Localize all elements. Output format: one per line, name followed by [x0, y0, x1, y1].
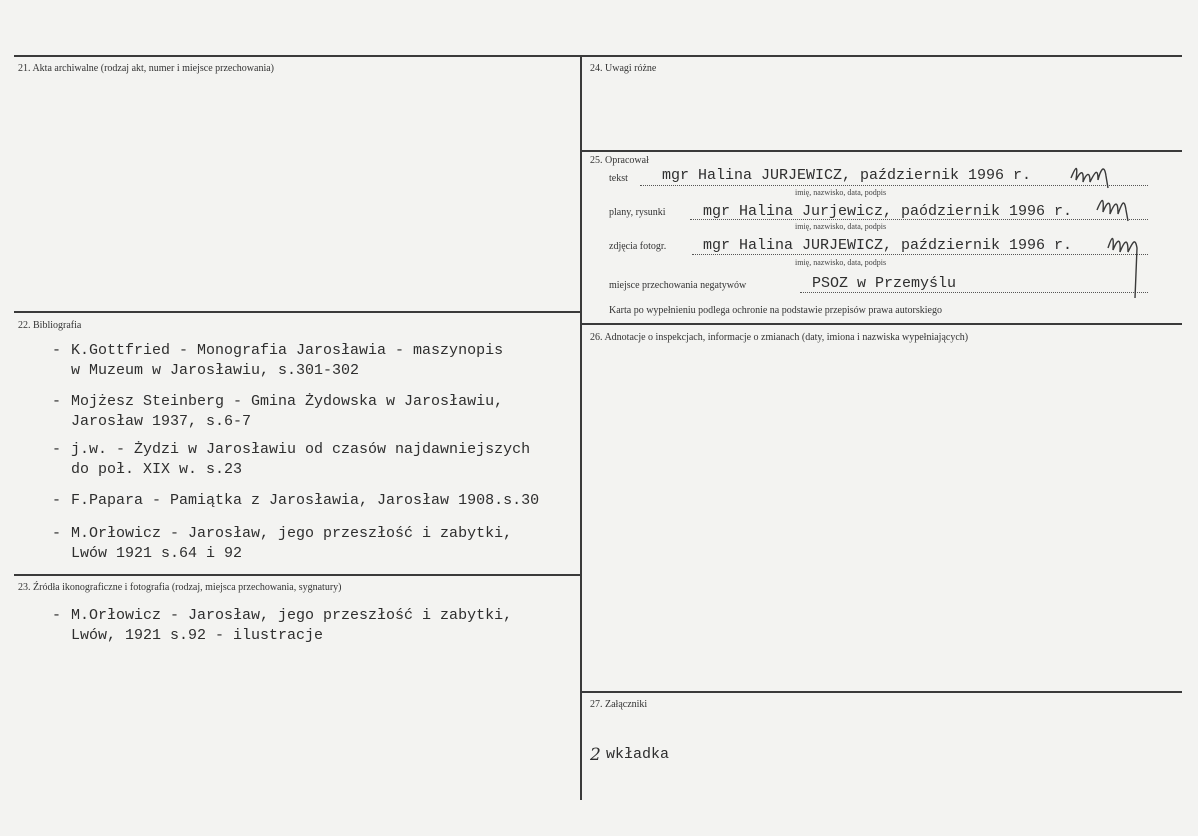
row-value-negatywy: PSOZ w Przemyślu	[812, 275, 957, 292]
row-line-negatywy	[800, 292, 1148, 293]
handwritten-count: 2	[590, 745, 601, 765]
rule-24-25	[582, 150, 1182, 152]
attachment-value: wkładka	[606, 746, 670, 763]
row-label-plany: plany, rysunki	[609, 207, 666, 218]
copyright-note: Karta po wypełnieniu podlega ochronie na podstawie przepisów prawa autorskiego	[609, 305, 942, 316]
section-27-label: 27. Załączniki	[590, 699, 648, 710]
row-value-plany: mgr Halina Jurjewicz, paódziernik 1996 r.	[703, 203, 1073, 220]
rule-26-27	[582, 691, 1182, 693]
row-value-tekst: mgr Halina JURJEWICZ, październik 1996 r.	[662, 167, 1032, 184]
section-26-label: 26. Adnotacje o inspekcjach, informacje o zmianach (daty, imiona i nazwiska wypełniających)	[590, 332, 969, 343]
row-label-zdjecia: zdjęcia fotogr.	[609, 241, 667, 252]
signature-plany	[1094, 188, 1134, 222]
row-value-zdjecia: mgr Halina JURJEWICZ, październik 1996 r.	[703, 237, 1073, 254]
row-line-zdjecia	[692, 254, 1148, 255]
rule-22-23	[14, 574, 580, 576]
section-24-label: 24. Uwagi różne	[590, 63, 657, 74]
section-23-label: 23. Źródła ikonograficzne i fotografia (rodzaj, miejsca przechowania, sygnatury)	[18, 582, 342, 593]
row-label-tekst: tekst	[609, 173, 628, 184]
section-21-label: 21. Akta archiwalne (rodzaj akt, numer i miejsce przechowania)	[18, 63, 275, 74]
row-hint-plany: imię, nazwisko, data, podpis	[795, 222, 887, 231]
section-22-label: 22. Bibliografia	[18, 320, 82, 331]
vertical-divider	[580, 57, 582, 800]
signature-tekst	[1068, 158, 1112, 190]
row-hint-zdjecia: imię, nazwisko, data, podpis	[795, 258, 887, 267]
top-rule	[14, 55, 1182, 57]
signature-zdjecia	[1104, 230, 1148, 300]
section-25-label: 25. Opracował	[590, 155, 649, 166]
rule-21-22	[14, 311, 580, 313]
rule-25-26	[582, 323, 1182, 325]
row-hint-tekst: imię, nazwisko, data, podpis	[795, 188, 887, 197]
row-label-negatywy: miejsce przechowania negatywów	[609, 280, 747, 291]
